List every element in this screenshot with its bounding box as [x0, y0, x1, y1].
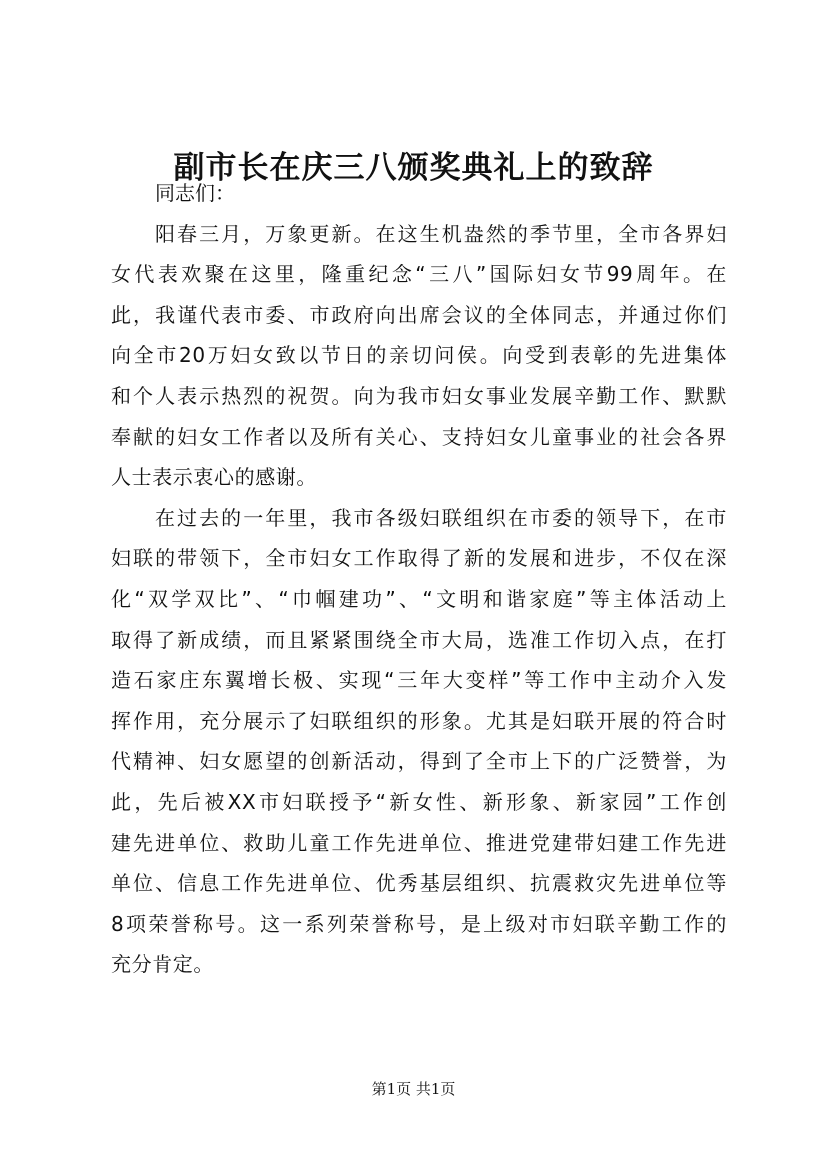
- document-body: [111, 173, 727, 985]
- greeting: 同志们：: [155, 181, 235, 205]
- text-line: 奉献的妇女工作者以及所有关心、支持妇女儿童事业的社会各界: [111, 424, 727, 449]
- text-line: 化“双学双比”、“巾帼建功”、“文明和谐家庭”等主体活动上: [111, 586, 727, 611]
- text-line: 造石家庄东翼增长极、实现“三年大变样”等工作中主动介入发: [111, 668, 727, 693]
- text-line: 建先进单位、救助儿童工作先进单位、推进党建带妇建工作先进: [111, 830, 727, 855]
- text-line: 阳春三月，万象更新。在这生机盎然的季节里，全市各界妇: [155, 221, 727, 246]
- text-line: 充分肯定。: [111, 952, 214, 977]
- text-line: 挥作用，充分展示了妇联组织的形象。尤其是妇联开展的符合时: [111, 708, 727, 733]
- text-line: 在过去的一年里，我市各级妇联组织在市委的领导下，在市: [155, 505, 727, 530]
- text-line: 女代表欢聚在这里，隆重纪念“三八”国际妇女节99周年。在: [111, 262, 727, 287]
- text-line: 代精神、妇女愿望的创新活动，得到了全市上下的广泛赞誉，为: [111, 749, 727, 774]
- text-line: 和个人表示热烈的祝贺。向为我市妇女事业发展辛勤工作、默默: [111, 383, 727, 408]
- text-line: 此，先后被XX市妇联授予“新女性、新形象、新家园”工作创: [111, 789, 727, 814]
- text-line: 人士表示衷心的感谢。: [111, 465, 317, 490]
- text-line: 妇联的带领下，全市妇女工作取得了新的发展和进步，不仅在深: [111, 546, 727, 571]
- text-line: 此，我谨代表市委、市政府向出席会议的全体同志，并通过你们: [111, 302, 727, 327]
- text-line: 单位、信息工作先进单位、优秀基层组织、抗震救灾先进单位等: [111, 871, 727, 896]
- text-line: 取得了新成绩，而且紧紧围绕全市大局，选准工作切入点，在打: [111, 627, 727, 652]
- document-title: 副市长在庆三八颁奖典礼上的致辞: [173, 150, 654, 186]
- paragraph-1: [111, 214, 727, 498]
- text-line: 8项荣誉称号。这一系列荣誉称号，是上级对市妇联辛勤工作的: [111, 911, 727, 936]
- text-line: 向全市20万妇女致以节日的亲切问侯。向受到表彰的先进集体: [111, 343, 727, 368]
- paragraph-2: [111, 498, 727, 985]
- page-footer: 第1页 共1页: [371, 1080, 456, 1098]
